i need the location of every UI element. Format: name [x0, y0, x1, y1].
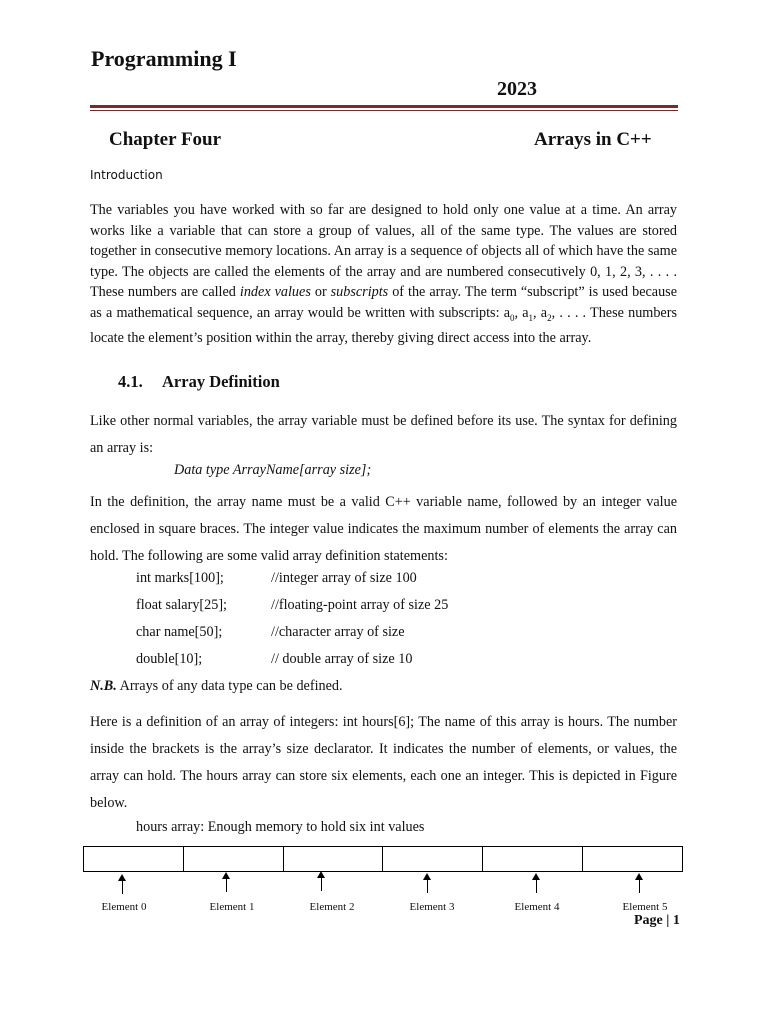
- example-comment: // double array of size 10: [271, 651, 413, 667]
- element-label: Element 0: [101, 901, 147, 913]
- page-number: Page | 1: [634, 913, 680, 928]
- syntax-line: Data type ArrayName[array size];: [174, 462, 372, 478]
- header-rule-thin: [90, 110, 678, 111]
- element-label: Element 1: [209, 901, 255, 913]
- example-code: char name[50];: [136, 624, 223, 640]
- section-number: 4.1.: [118, 372, 143, 391]
- arrow-up-icon: [321, 877, 322, 891]
- arrow-up-icon: [427, 879, 428, 893]
- array-cell: [284, 847, 384, 871]
- element-label: Element 5: [622, 901, 668, 913]
- hours-paragraph: Here is a definition of an array of integers: int hours[6]; The name of this array is hours. The number inside the brackets is the array’s size declarator. It indicates the number of elements, or values, the array can hold. The hours array can store six elements, each one an integer. This is depicted in Figure below.: [90, 714, 677, 811]
- element-label: Element 2: [309, 901, 355, 913]
- example-code: double[10];: [136, 651, 203, 667]
- figure-caption: hours array: Enough memory to hold six int values: [136, 819, 425, 835]
- array-cell: [483, 847, 583, 871]
- arrow-up-icon: [226, 878, 227, 892]
- note: [90, 678, 343, 695]
- array-cell: [184, 847, 284, 871]
- header-rule-thick: [90, 105, 678, 108]
- intro-paragraph: The variables you have worked with so far are designed to hold only one value at a time. An array works like a variable that can store a group of values, all of the same type. The values are stored together in consecutive memory locations. An array is a sequence of objects all of which have the same type. The objects are called the elements of the array and are numbered consecutively 0, 1, 2, 3, . . . . These numbers are called index values or subscripts of the array. The term “subscript” is used because as a mathematical sequence, an array would be written with subscripts: $a_0$, $a_1$, $a_2$, . . . . These numbers locate the element’s position within the array, thereby giving direct access into the array.: [90, 202, 677, 347]
- definition-paragraph-2: In the definition, the array name must be a valid C++ variable name, followed by an integer value enclosed in square braces. The integer value indicates the maximum number of elements the array can hold. The following are some valid array definition statements:: [90, 494, 677, 564]
- definition-paragraph: Like other normal variables, the array variable must be defined before its use. The syntax for defining an array is:: [90, 413, 677, 456]
- chapter-title: Arrays in C++: [534, 129, 652, 150]
- example-code: int marks[100];: [136, 570, 224, 586]
- section-title: Array Definition: [162, 372, 280, 391]
- example-comment: //character array of size: [271, 624, 405, 640]
- note-text: Arrays of any data type can be defined.: [116, 678, 343, 694]
- header-year: 2023: [497, 78, 537, 100]
- section-heading: [118, 372, 280, 392]
- example-code: float salary[25];: [136, 597, 227, 613]
- arrow-up-icon: [122, 880, 123, 894]
- array-cell: [383, 847, 483, 871]
- element-label: Element 4: [514, 901, 560, 913]
- intro-heading: Introduction: [90, 168, 163, 182]
- arrow-up-icon: [639, 879, 640, 893]
- array-cell: [84, 847, 184, 871]
- arrow-up-icon: [536, 879, 537, 893]
- course-title: Programming I: [91, 46, 237, 71]
- note-label: N.B.: [90, 678, 117, 694]
- example-comment: //integer array of size 100: [271, 570, 417, 586]
- chapter-number: Chapter Four: [109, 129, 222, 150]
- element-label: Element 3: [409, 901, 455, 913]
- array-diagram: [83, 846, 683, 872]
- array-cell: [583, 847, 682, 871]
- example-comment: //floating-point array of size 25: [271, 597, 449, 613]
